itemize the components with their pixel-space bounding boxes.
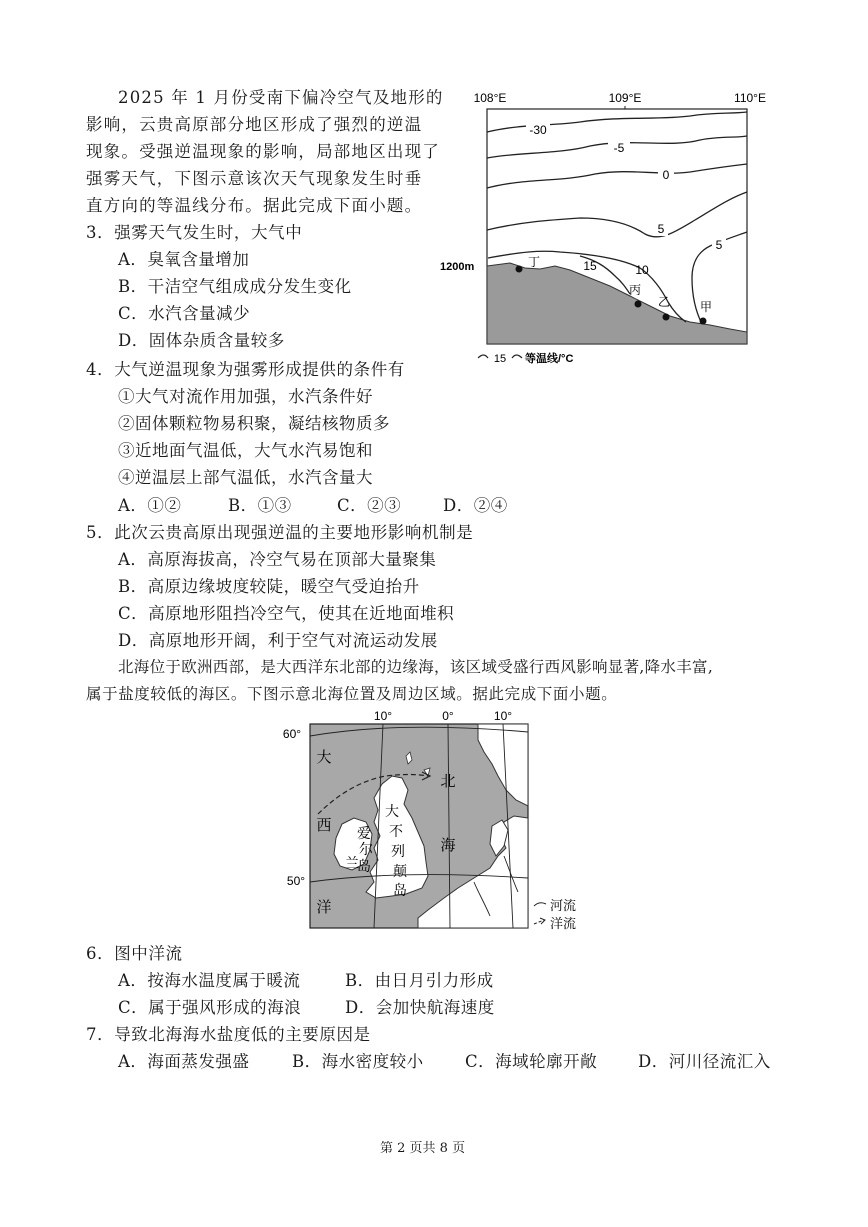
intro2-line-1: 北海位于欧洲西部，是大西洋东北部的边缘海，该区域受盛行西风影响显著,降水丰富, [118, 658, 714, 676]
label-10: 10 [635, 263, 649, 277]
q7-stem: 7．导致北海海水盐度低的主要原因是 [86, 1025, 371, 1044]
q5-option-a[interactable]: A．高原海拔高，冷空气易在顶部大量聚集 [118, 550, 437, 569]
intro1-line-1: 2025 年 1 月份受南下偏冷空气及地形的 [118, 88, 444, 107]
legend-current: 洋流 [550, 916, 577, 931]
ireland-char-4: 岛 [357, 858, 371, 874]
q3-option-d[interactable]: D．固体杂质含量较多 [118, 331, 285, 350]
label-15: 15 [583, 259, 597, 273]
ireland-char-1: 爱 [357, 825, 371, 841]
q6-option-b[interactable]: B．由日月引力形成 [345, 971, 494, 990]
label-minus30: -30 [529, 123, 547, 137]
point-jia-label: 甲 [699, 300, 713, 314]
q3-option-b[interactable]: B．干洁空气组成成分发生变化 [118, 277, 352, 296]
intro1-line-5: 直方向的等温线分布。据此完成下面小题。 [86, 196, 423, 215]
q7-option-a[interactable]: A．海面蒸发强盛 [118, 1052, 250, 1071]
q4-option-b[interactable]: B．①③ [228, 496, 292, 515]
north-sea-map [278, 706, 598, 938]
point-bing [635, 301, 642, 308]
sea-char-1: 北 [440, 773, 456, 790]
ireland-char-2: 尔 [359, 841, 373, 857]
label-0: 0 [662, 168, 670, 182]
legend-num: 15 [493, 353, 507, 365]
label-5: 5 [657, 222, 665, 236]
q6-stem: 6．图中洋流 [86, 944, 183, 963]
q3-stem: 3．强雾天气发生时，大气中 [86, 223, 303, 242]
point-ding [516, 266, 523, 273]
q4-stem: 4．大气逆温现象为强雾形成提供的条件有 [86, 360, 405, 379]
britain-char-2: 不 [389, 823, 403, 839]
ocean-char-2: 西 [316, 817, 332, 834]
intro2-line-2: 属于盐度较低的海区。下图示意北海位置及周边区域。据此完成下面小题。 [86, 685, 618, 703]
legend-river: 河流 [550, 898, 577, 913]
britain-char-3: 列 [391, 843, 405, 859]
elevation-label: 1200m [440, 261, 475, 273]
point-yi [663, 314, 670, 321]
intro1-line-4: 强雾天气，下图示意该次天气现象发生时垂 [86, 169, 423, 188]
lon-108-label: 108°E [473, 91, 507, 105]
intro1-line-3: 现象。受强逆温现象的影响，局部地区出现了 [86, 142, 440, 161]
q4-option-c[interactable]: C．②③ [337, 496, 402, 515]
ocean-char-1: 大 [316, 749, 332, 766]
legend-label: 等温线/°C [525, 353, 574, 365]
ocean-char-3: 洋 [316, 899, 332, 916]
q3-option-a[interactable]: A．臭氧含量增加 [118, 250, 250, 269]
lon-109-label: 109°E [608, 91, 642, 105]
intro1-line-2: 影响，云贵高原部分地区形成了强烈的逆温 [86, 115, 423, 134]
q6-option-a[interactable]: A．按海水温度属于暖流 [118, 971, 301, 990]
q7-option-c[interactable]: C．海域轮廓开敞 [465, 1052, 598, 1071]
ireland-char-3: 兰 [345, 855, 359, 871]
lat-50-label: 50° [286, 874, 306, 888]
label-minus5: -5 [613, 141, 625, 155]
lon-10e-label: 10° [493, 709, 513, 723]
lon-0-label: 0° [442, 709, 454, 723]
point-ding-label: 丁 [528, 255, 541, 269]
lat-60-label: 60° [282, 727, 302, 741]
sea-char-2: 海 [440, 837, 456, 854]
isotherm-figure [430, 82, 780, 372]
label-5-right: 5 [715, 238, 723, 252]
lon-10w-label: 10° [373, 709, 393, 723]
q5-option-c[interactable]: C．高原地形阻挡冷空气，使其在近地面堆积 [118, 604, 455, 623]
lon-110-label: 110°E [734, 91, 766, 105]
q5-stem: 5．此次云贵高原出现强逆温的主要地形影响机制是 [86, 523, 474, 542]
q7-option-b[interactable]: B．海水密度较小 [292, 1052, 424, 1071]
q6-option-c[interactable]: C．属于强风形成的海浪 [118, 998, 302, 1017]
q4-item-2: ②固体颗粒物易积聚，凝结核物质多 [118, 414, 390, 433]
q5-option-b[interactable]: B．高原边缘坡度较陡，暖空气受迫抬升 [118, 577, 420, 596]
britain-char-4: 颠 [393, 863, 407, 879]
q6-option-d[interactable]: D．会加快航海速度 [345, 998, 495, 1017]
point-jia [700, 318, 707, 325]
q4-item-3: ③近地面气温低，大气水汽易饱和 [118, 441, 373, 460]
point-yi-label: 乙 [657, 295, 671, 309]
britain-char-1: 大 [385, 803, 399, 819]
q7-option-d[interactable]: D．河川径流汇入 [638, 1052, 771, 1071]
point-bing-label: 丙 [628, 283, 642, 297]
q4-item-1: ①大气对流作用加强，水汽条件好 [118, 387, 373, 406]
q3-option-c[interactable]: C．水汽含量减少 [118, 304, 251, 323]
britain-char-5: 岛 [393, 882, 407, 898]
q5-option-d[interactable]: D．高原地形开阔，利于空气对流运动发展 [118, 631, 438, 650]
q4-item-4: ④逆温层上部气温低，水汽含量大 [118, 468, 373, 487]
page-footer: 第 2 页共 8 页 [380, 1141, 466, 1156]
q4-option-a[interactable]: A．①② [118, 496, 182, 515]
q4-option-d[interactable]: D．②④ [443, 496, 508, 515]
